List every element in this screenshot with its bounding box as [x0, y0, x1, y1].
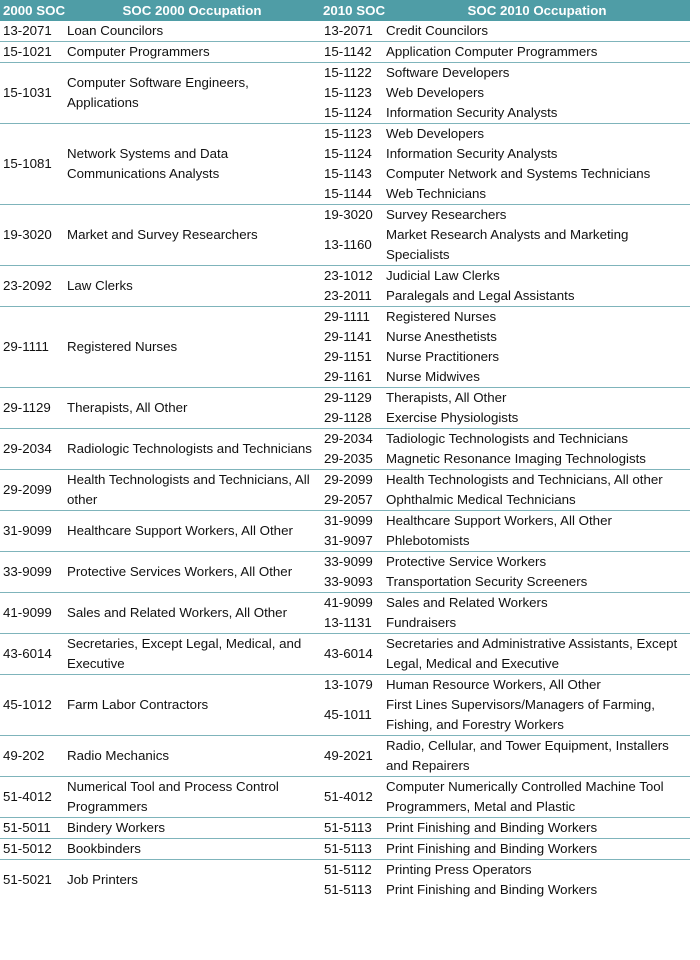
soc-2010-occupation: Web Technicians — [386, 186, 487, 201]
occupation-group — [0, 429, 690, 470]
soc-2000-code: 31-9099 — [3, 523, 52, 538]
soc-2010-occupation: Software Developers — [386, 65, 510, 80]
soc-2010-code: 45-1011 — [324, 707, 372, 722]
soc-2010-occupation: Registered Nurses — [386, 309, 497, 324]
soc-2000-code: 15-1021 — [3, 44, 52, 59]
soc-2010-occupation: Sales and Related Workers — [386, 595, 548, 610]
occupation-group — [0, 736, 690, 777]
soc-2010-occupation: Application Computer Programmers — [386, 44, 598, 59]
soc-2010-code: 13-1160 — [324, 237, 372, 252]
soc-2010-code: 29-2035 — [324, 451, 373, 466]
soc-2000-code: 23-2092 — [3, 278, 52, 293]
soc-2000-code: 15-1031 — [3, 85, 52, 100]
soc-2010-occupation: Web Developers — [386, 85, 485, 100]
table-row — [0, 124, 690, 145]
table-row — [0, 429, 690, 450]
soc-2000-code: 51-4012 — [3, 789, 52, 804]
occupation-group — [0, 205, 690, 266]
table-row — [0, 266, 690, 287]
soc-2010-code: 13-2071 — [324, 23, 373, 38]
soc-2010-occupation: Market Research Analysts and Marketing Specialists — [386, 227, 629, 262]
occupation-group — [0, 307, 690, 388]
soc-2010-code: 29-1161 — [324, 369, 372, 384]
soc-2010-occupation: Paralegals and Legal Assistants — [386, 288, 575, 303]
occupation-group — [0, 511, 690, 552]
soc-2010-code: 51-5113 — [324, 841, 372, 856]
table-row — [0, 470, 690, 491]
soc-2010-code: 51-5113 — [324, 882, 372, 897]
soc-2010-code: 15-1122 — [324, 65, 372, 80]
soc-2000-occupation: Network Systems and Data Communications Analysts — [67, 146, 229, 181]
occupation-group — [0, 593, 690, 634]
soc-2010-occupation: Print Finishing and Binding Workers — [386, 882, 598, 897]
occupation-group — [0, 552, 690, 593]
occupation-group — [0, 818, 690, 839]
soc-2000-code: 19-3020 — [3, 227, 52, 242]
soc-2010-code: 51-5113 — [324, 820, 372, 835]
soc-2000-code: 13-2071 — [3, 23, 52, 38]
soc-2010-occupation: Nurse Practitioners — [386, 349, 500, 364]
soc-2010-code: 15-1124 — [324, 105, 372, 120]
soc-2010-occupation: Web Developers — [386, 126, 485, 141]
soc-2010-occupation: Phlebotomists — [386, 533, 470, 548]
table-row — [0, 63, 690, 84]
soc-2010-code: 29-2057 — [324, 492, 373, 507]
soc-2010-occupation: Secretaries and Administrative Assistants, Except Legal, Medical and Executive — [386, 636, 678, 671]
soc-2010-code: 51-5112 — [324, 862, 372, 877]
soc-2000-code: 51-5011 — [3, 820, 51, 835]
soc-2010-occupation: Exercise Physiologists — [386, 410, 519, 425]
soc-2000-occupation: Bindery Workers — [67, 820, 166, 835]
soc-2010-occupation: Healthcare Support Workers, All Other — [386, 513, 612, 528]
soc-2010-occupation: Computer Network and Systems Technicians — [386, 166, 651, 181]
occupation-group — [0, 63, 690, 124]
soc-2010-occupation: Ophthalmic Medical Technicians — [386, 492, 576, 507]
soc-2000-occupation: Sales and Related Workers, All Other — [67, 605, 287, 620]
soc-2010-occupation: Survey Researchers — [386, 207, 507, 222]
soc-2010-code: 23-1012 — [324, 268, 373, 283]
occupation-group — [0, 470, 690, 511]
table-header — [0, 0, 690, 21]
soc-2000-occupation: Protective Services Workers, All Other — [67, 564, 293, 579]
soc-2010-occupation: Judicial Law Clerks — [386, 268, 500, 283]
soc-2010-code: 49-2021 — [324, 748, 373, 763]
occupation-group — [0, 42, 690, 63]
soc-2000-occupation: Healthcare Support Workers, All Other — [67, 523, 293, 538]
soc-2000-occupation: Computer Programmers — [67, 44, 210, 59]
soc-2010-code: 13-1131 — [324, 615, 372, 630]
soc-2010-code: 29-2034 — [324, 431, 373, 446]
table-row — [0, 593, 690, 614]
header-2000-occupation: SOC 2000 Occupation — [64, 0, 320, 21]
soc-2010-occupation: Fundraisers — [386, 615, 457, 630]
soc-2010-code: 13-1079 — [324, 677, 373, 692]
soc-2010-occupation: Nurse Midwives — [386, 369, 480, 384]
header-2010-occupation: SOC 2010 Occupation — [384, 0, 690, 21]
table-row — [0, 860, 690, 881]
table-row — [0, 21, 690, 42]
soc-2010-code: 33-9099 — [324, 554, 373, 569]
soc-2000-occupation: Radio Mechanics — [67, 748, 169, 763]
soc-2000-code: 41-9099 — [3, 605, 52, 620]
table-row — [0, 42, 690, 63]
soc-2010-occupation: Nurse Anesthetists — [386, 329, 497, 344]
soc-2010-code: 29-1141 — [324, 329, 372, 344]
soc-2010-code: 15-1144 — [324, 186, 372, 201]
soc-2010-occupation: Tadiologic Technologists and Technicians — [386, 431, 628, 446]
occupation-group — [0, 675, 690, 736]
table-row — [0, 634, 690, 675]
soc-2010-code: 29-1128 — [324, 410, 372, 425]
soc-2010-occupation: Radio, Cellular, and Tower Equipment, Installers and Repairers — [386, 738, 669, 773]
soc-2000-occupation: Numerical Tool and Process Control Programmers — [67, 779, 279, 814]
soc-2010-occupation: Information Security Analysts — [386, 105, 558, 120]
soc-2000-occupation: Law Clerks — [67, 278, 133, 293]
header-2000-soc: 2000 SOC — [0, 0, 64, 21]
soc-2010-code: 43-6014 — [324, 646, 373, 661]
soc-2000-occupation: Job Printers — [67, 872, 138, 887]
occupation-group — [0, 266, 690, 307]
soc-2010-occupation: Credit Councilors — [386, 23, 488, 38]
soc-2000-occupation: Computer Software Engineers, Applications — [67, 75, 249, 110]
soc-2000-code: 29-1111 — [3, 339, 49, 354]
soc-2000-occupation: Registered Nurses — [67, 339, 178, 354]
occupation-group — [0, 839, 690, 860]
soc-2010-occupation: Transportation Security Screeners — [386, 574, 588, 589]
soc-2010-code: 33-9093 — [324, 574, 373, 589]
soc-2000-occupation: Therapists, All Other — [67, 400, 188, 415]
header-row — [0, 0, 690, 21]
soc-2010-code: 15-1142 — [324, 44, 372, 59]
table-row — [0, 736, 690, 777]
soc-2010-occupation: Print Finishing and Binding Workers — [386, 841, 598, 856]
soc-2000-code: 29-2034 — [3, 441, 52, 456]
occupation-group — [0, 388, 690, 429]
soc-2010-code: 15-1123 — [324, 85, 372, 100]
soc-2010-occupation: Magnetic Resonance Imaging Technologists — [386, 451, 646, 466]
table-row — [0, 205, 690, 226]
soc-2000-code: 43-6014 — [3, 646, 52, 661]
soc-2000-occupation: Bookbinders — [67, 841, 141, 856]
soc-2000-code: 49-202 — [3, 748, 45, 763]
soc-2000-code: 51-5021 — [3, 872, 52, 887]
occupation-group — [0, 124, 690, 205]
soc-2010-code: 31-9099 — [324, 513, 373, 528]
occupation-group — [0, 777, 690, 818]
table-row — [0, 511, 690, 532]
soc-2010-code: 29-1111 — [324, 309, 370, 324]
soc-2000-occupation: Market and Survey Researchers — [67, 227, 258, 242]
table-row — [0, 839, 690, 860]
soc-2000-code: 29-2099 — [3, 482, 52, 497]
table-row — [0, 818, 690, 839]
soc-2010-code: 29-2099 — [324, 472, 373, 487]
soc-2000-code: 45-1012 — [3, 697, 52, 712]
soc-2010-code: 29-1151 — [324, 349, 372, 364]
header-2010-soc: 2010 SOC — [320, 0, 384, 21]
soc-2000-occupation: Farm Labor Contractors — [67, 697, 209, 712]
occupation-group — [0, 21, 690, 42]
soc-2010-occupation: First Lines Supervisors/Managers of Farming, Fishing, and Forestry Workers — [386, 697, 655, 732]
soc-2010-occupation: Print Finishing and Binding Workers — [386, 820, 598, 835]
soc-2000-code: 15-1081 — [3, 156, 52, 171]
soc-2010-code: 15-1124 — [324, 146, 372, 161]
soc-2010-occupation: Computer Numerically Controlled Machine Tool Programmers, Metal and Plastic — [386, 779, 664, 814]
table-row — [0, 388, 690, 409]
soc-2010-occupation: Therapists, All Other — [386, 390, 507, 405]
soc-2000-occupation: Health Technologists and Technicians, All other — [67, 472, 310, 507]
soc-2010-code: 29-1129 — [324, 390, 372, 405]
soc-2010-occupation: Human Resource Workers, All Other — [386, 677, 601, 692]
soc-2000-occupation: Secretaries, Except Legal, Medical, and Executive — [67, 636, 302, 671]
soc-2000-code: 29-1129 — [3, 400, 51, 415]
soc-2000-occupation: Radiologic Technologists and Technicians — [67, 441, 312, 456]
soc-2010-occupation: Health Technologists and Technicians, All other — [386, 472, 663, 487]
table-row — [0, 307, 690, 328]
soc-2000-occupation: Loan Councilors — [67, 23, 164, 38]
soc-2010-code: 31-9097 — [324, 533, 373, 548]
occupation-group — [0, 634, 690, 675]
table-row — [0, 675, 690, 696]
soc-2010-code: 15-1123 — [324, 126, 372, 141]
soc-2010-occupation: Printing Press Operators — [386, 862, 532, 877]
soc-2010-occupation: Protective Service Workers — [386, 554, 547, 569]
soc-2010-code: 19-3020 — [324, 207, 373, 222]
soc-2000-code: 33-9099 — [3, 564, 52, 579]
table-row — [0, 552, 690, 573]
table-row — [0, 777, 690, 818]
soc-2010-code: 15-1143 — [324, 166, 372, 181]
soc-2010-code: 41-9099 — [324, 595, 373, 610]
soc-2010-code: 23-2011 — [324, 288, 372, 303]
soc-2000-code: 51-5012 — [3, 841, 52, 856]
occupation-group — [0, 860, 690, 901]
soc-2010-occupation: Information Security Analysts — [386, 146, 558, 161]
soc-2010-code: 51-4012 — [324, 789, 373, 804]
